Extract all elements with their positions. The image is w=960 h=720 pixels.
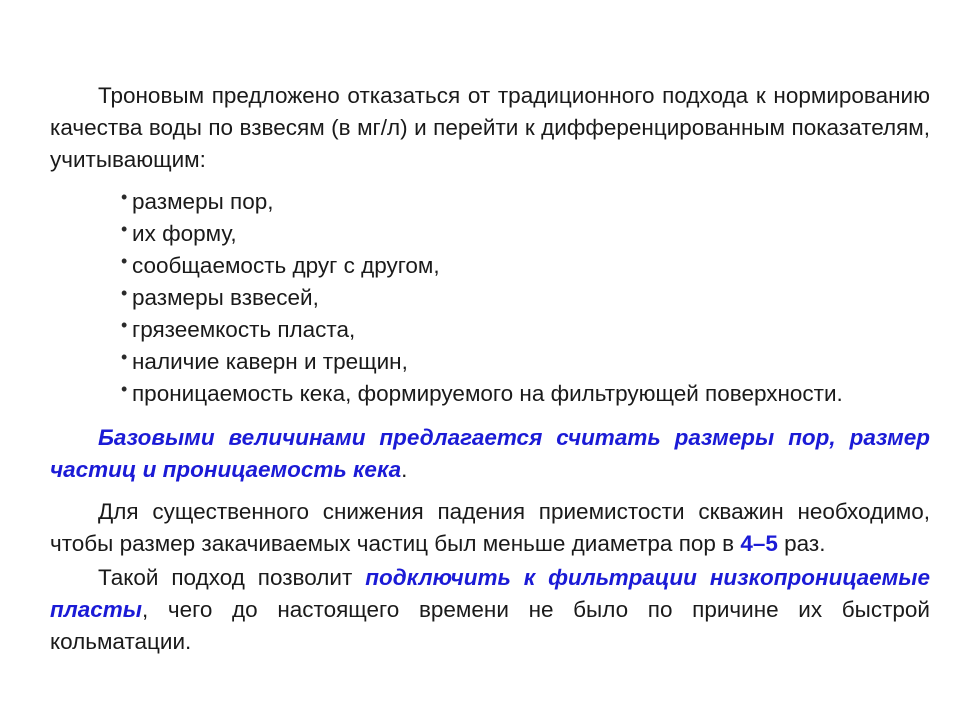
bullet-icon: • (121, 187, 128, 207)
bullet-icon: • (121, 219, 128, 239)
list-item-text: сообщаемость друг с другом, (132, 253, 440, 278)
approach-paragraph (50, 562, 930, 658)
diameter-ratio: 4–5 (740, 531, 778, 556)
bullet-icon: • (121, 251, 128, 271)
diameter-paragraph (50, 496, 930, 560)
list-item-text: проницаемость кека, формируемого на фильтрующей поверхности. (132, 381, 843, 406)
list-item-text: наличие каверн и трещин, (132, 349, 408, 374)
list-item (50, 218, 930, 250)
slide-body (50, 80, 930, 658)
bullet-icon: • (121, 283, 128, 303)
list-item (50, 314, 930, 346)
base-values-paragraph (50, 422, 930, 486)
list-item-text: их форму, (132, 221, 237, 246)
criteria-list (50, 186, 930, 410)
list-item (50, 378, 930, 410)
list-item-text: грязеемкость пласта, (132, 317, 356, 342)
approach-text-after: , чего до настоящего времени не было по причине их быстрой кольматации. (50, 597, 930, 654)
base-values-emphasis: Базовыми величинами предлагается считать размеры пор, размер частиц и проницаемость кека (50, 425, 930, 482)
bullet-icon: • (121, 315, 128, 335)
list-item-text: размеры пор, (132, 189, 274, 214)
list-item (50, 250, 930, 282)
base-values-end: . (401, 457, 408, 482)
list-item (50, 186, 930, 218)
list-item (50, 282, 930, 314)
approach-text-before: Такой подход позволит (98, 565, 366, 590)
intro-paragraph: Троновым предложено отказаться от традиционного подхода к нормированию качества воды по взвесям (в мг/л) и перейти к дифференцированным показателям, учитывающим: (50, 83, 930, 172)
diameter-text-before: Для существенного снижения падения приемистости скважин необходимо, чтобы размер закачиваемых частиц был меньше диаметра пор в (50, 499, 930, 556)
bullet-icon: • (121, 347, 128, 367)
approach-emphasis: подключить к фильтрации низкопроницаемые пласты (50, 565, 931, 622)
diameter-text-after: раз. (777, 531, 826, 556)
list-item (50, 346, 930, 378)
list-item-text: размеры взвесей, (132, 285, 319, 310)
bullet-icon: • (121, 379, 128, 399)
